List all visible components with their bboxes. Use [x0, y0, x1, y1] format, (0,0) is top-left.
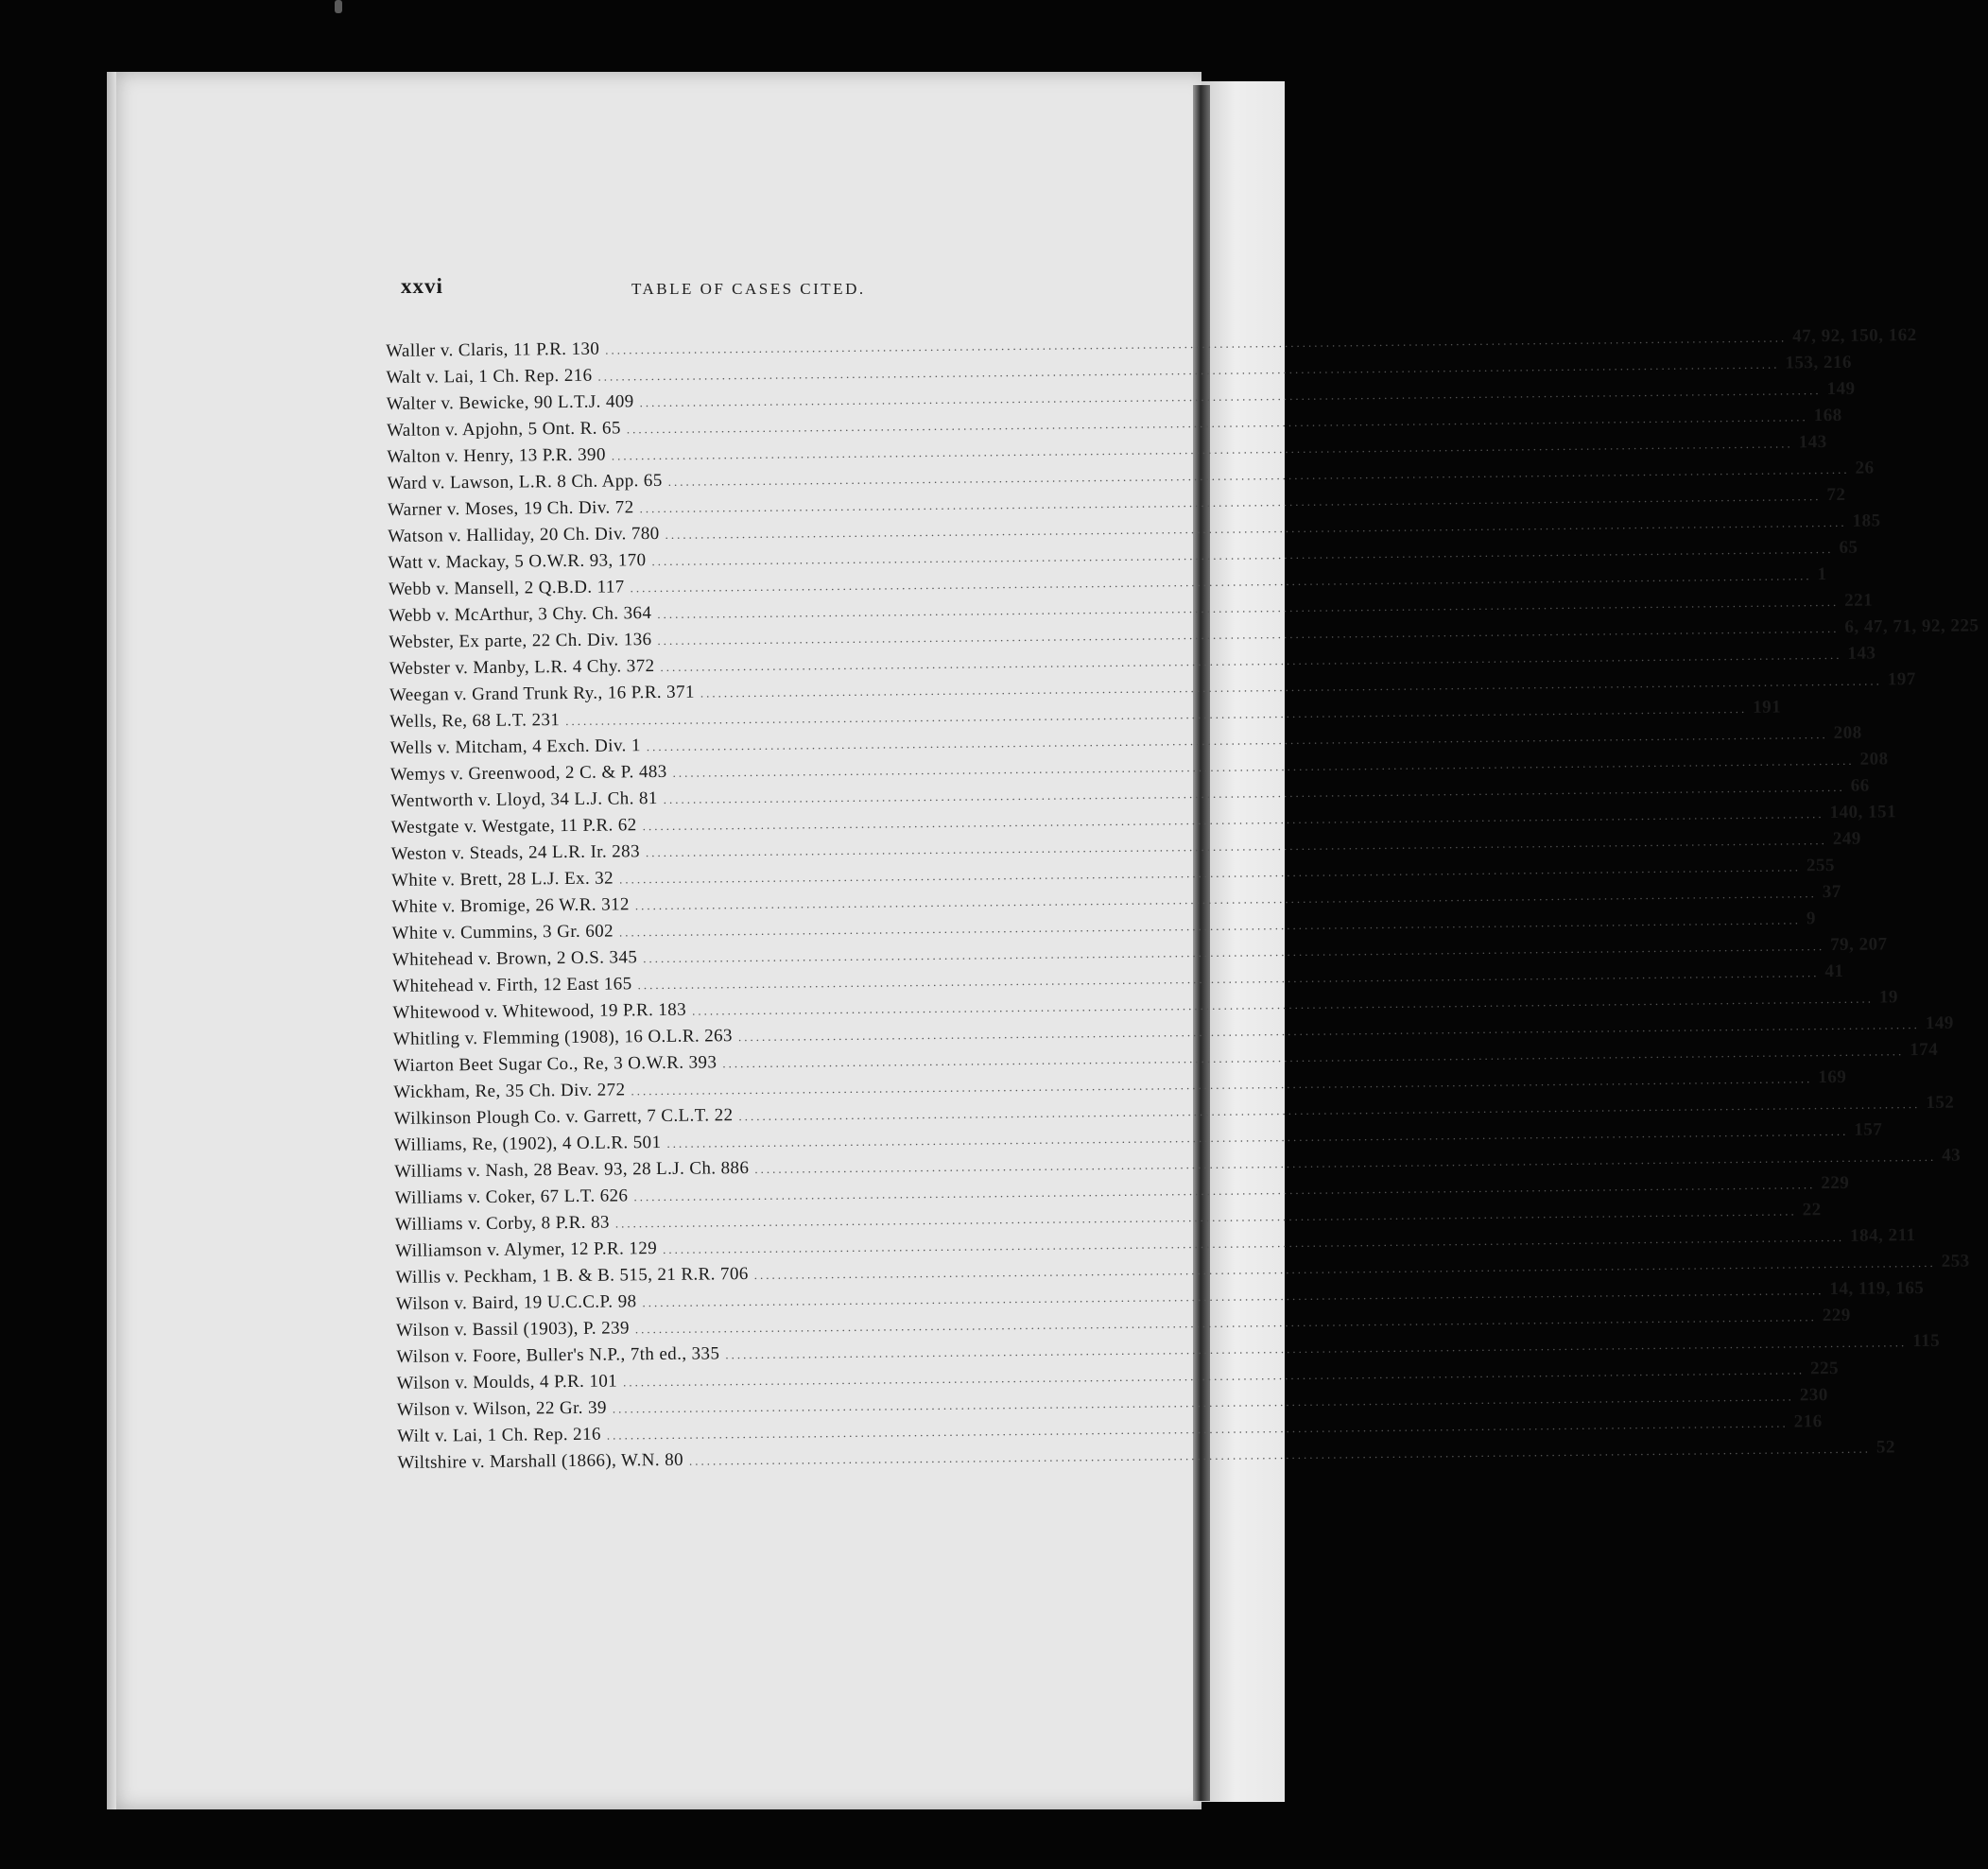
page-edge-shadow — [107, 72, 116, 1809]
page-references: 143 — [1798, 432, 1827, 453]
dot-leader: ........................................................................................................................................................................................................ — [646, 727, 1828, 754]
page-references: 253 — [1941, 1251, 1970, 1272]
page-references: 52 — [1876, 1437, 1896, 1458]
case-citation: Whitehead v. Firth, 12 East 165 — [392, 974, 632, 996]
case-citation: Watt v. Mackay, 5 O.W.R. 93, 170 — [388, 550, 647, 573]
page-references: 66 — [1850, 775, 1870, 796]
page-references: 249 — [1832, 828, 1861, 849]
page-references: 143 — [1847, 643, 1876, 664]
dot-leader: ........................................................................................................................................................................................................ — [634, 1309, 1817, 1337]
case-citation: Webster v. Manby, L.R. 4 Chy. 372 — [389, 656, 655, 679]
dot-leader: ........................................................................................................................................................................................................ — [637, 965, 1820, 993]
case-citation: Williams v. Coker, 67 L.T. 626 — [394, 1185, 629, 1208]
dot-leader: ........................................................................................................................................................................................................ — [565, 701, 1748, 729]
page-references: 26 — [1855, 458, 1875, 478]
page-references: 229 — [1822, 1305, 1851, 1326]
page-references: 9 — [1806, 909, 1817, 929]
page-references: 1 — [1817, 564, 1827, 585]
case-citation: Wilson v. Wilson, 22 Gr. 39 — [396, 1397, 607, 1420]
page-references: 255 — [1806, 855, 1836, 876]
page-references: 19 — [1878, 987, 1899, 1008]
dot-leader: ........................................................................................................................................................................................................ — [737, 1017, 1920, 1045]
dot-leader: ........................................................................................................................................................................................................ — [606, 1415, 1789, 1443]
case-citation: Westgate v. Westgate, 11 P.R. 62 — [390, 815, 637, 838]
case-citation: Wentworth v. Lloyd, 34 L.J. Ch. 81 — [390, 788, 658, 811]
page-references: 174 — [1910, 1039, 1939, 1061]
page-references: 47, 92, 150, 162 — [1792, 325, 1917, 347]
dot-leader: ........................................................................................................................................................................................................ — [663, 779, 1845, 806]
dot-leader: ........................................................................................................................................................................................................ — [665, 514, 1847, 542]
dot-leader: ........................................................................................................................................................................................................ — [597, 356, 1780, 384]
page-references: 208 — [1833, 722, 1862, 743]
dot-leader: ........................................................................................................................................................................................................ — [657, 620, 1840, 649]
page-references: 14, 119, 165 — [1829, 1278, 1925, 1300]
case-citation: Ward v. Lawson, L.R. 8 Ch. App. 65 — [387, 470, 663, 493]
dot-leader: ........................................................................................................................................................................................................ — [691, 991, 1875, 1018]
case-citation: Wilson v. Foore, Buller's N.P., 7th ed., 335 — [396, 1343, 720, 1367]
page-references: 140, 151 — [1829, 802, 1897, 823]
case-citation: Whitling v. Flemming (1908), 16 O.L.R. 263 — [392, 1026, 733, 1049]
page-references: 168 — [1813, 405, 1842, 426]
page-references: 221 — [1844, 590, 1874, 611]
case-citation: Wemys v. Greenwood, 2 C. & P. 483 — [389, 761, 667, 785]
case-citation: Wilson v. Bassil (1903), P. 239 — [395, 1318, 630, 1341]
dot-leader: ........................................................................................................................................................................................................ — [700, 673, 1882, 701]
dot-leader: ........................................................................................................................................................................................................ — [645, 833, 1827, 860]
dot-leader: ........................................................................................................................................................................................................ — [722, 1044, 1905, 1071]
case-citation: Wilt v. Lai, 1 Ch. Rep. 216 — [397, 1424, 601, 1446]
dot-leader: ........................................................................................................................................................................................................ — [633, 1177, 1816, 1204]
case-citation: Webb v. McArthur, 3 Chy. Ch. 364 — [388, 603, 652, 626]
dot-leader: ........................................................................................................................................................................................................ — [663, 1229, 1845, 1256]
page-references: 229 — [1821, 1172, 1850, 1194]
page-references: 153, 216 — [1785, 352, 1853, 373]
page-references: 37 — [1822, 881, 1841, 903]
page-references: 216 — [1793, 1411, 1823, 1432]
dot-leader: ........................................................................................................................................................................................................ — [672, 753, 1855, 780]
page-references: 197 — [1887, 669, 1916, 690]
dot-leader: ........................................................................................................................................................................................................ — [623, 1362, 1806, 1390]
page-references: 22 — [1802, 1200, 1822, 1220]
page-references: 43 — [1942, 1145, 1962, 1166]
case-citation: Wells, Re, 68 L.T. 231 — [389, 710, 561, 732]
dot-leader: ........................................................................................................................................................................................................ — [611, 436, 1793, 463]
dot-leader: ........................................................................................................................................................................................................ — [626, 409, 1808, 437]
case-citation: Wells v. Mitcham, 4 Exch. Div. 1 — [389, 735, 641, 758]
case-citation: Waller v. Claris, 11 P.R. 130 — [386, 338, 600, 361]
page-references: 191 — [1753, 697, 1782, 718]
page-references: 152 — [1926, 1092, 1955, 1113]
dot-leader: ........................................................................................................................................................................................................ — [634, 886, 1817, 913]
case-citation: White v. Brett, 28 L.J. Ex. 32 — [390, 868, 614, 891]
page-references: 184, 211 — [1849, 1225, 1916, 1246]
case-citation: Walton v. Apjohn, 5 Ont. R. 65 — [386, 418, 621, 441]
case-citation: Williams, Re, (1902), 4 O.L.R. 501 — [393, 1132, 662, 1155]
case-citation: Webb v. Mansell, 2 Q.B.D. 117 — [388, 577, 625, 599]
case-citation: Webster, Ex parte, 22 Ch. Div. 136 — [389, 630, 652, 652]
page-references: 149 — [1925, 1012, 1954, 1033]
case-citation: Walter v. Bewicke, 90 L.T.J. 409 — [386, 391, 634, 414]
dot-leader: ........................................................................................................................................................................................................ — [651, 541, 1834, 569]
case-citation: Whitehead v. Brown, 2 O.S. 345 — [391, 947, 638, 970]
dot-leader: ........................................................................................................................................................................................................ — [667, 461, 1850, 489]
page-references: 208 — [1859, 749, 1889, 770]
case-citation: Walton v. Henry, 13 P.R. 390 — [387, 444, 606, 467]
page-references: 6, 47, 71, 92, 225 — [1844, 615, 1979, 637]
dot-leader: ........................................................................................................................................................................................................ — [614, 1203, 1797, 1231]
dot-leader: ........................................................................................................................................................................................................ — [642, 1283, 1824, 1310]
dot-leader: ........................................................................................................................................................................................................ — [612, 1389, 1794, 1416]
case-citation: Willis v. Peckham, 1 B. & B. 515, 21 R.R. 706 — [395, 1264, 749, 1288]
case-citation: Wilkinson Plough Co. v. Garrett, 7 C.L.T. 22 — [393, 1105, 734, 1129]
case-citation: Williamson v. Alymer, 12 P.R. 129 — [395, 1238, 658, 1261]
dot-leader: ........................................................................................................................................................................................................ — [666, 1123, 1849, 1151]
case-citation: Weston v. Steads, 24 L.R. Ir. 283 — [390, 841, 641, 864]
case-citation: Wilson v. Baird, 19 U.C.C.P. 98 — [395, 1291, 637, 1314]
page-references: 115 — [1912, 1330, 1941, 1352]
dot-leader: ........................................................................................................................................................................................................ — [643, 939, 1825, 966]
dot-leader: ........................................................................................................................................................................................................ — [738, 1097, 1921, 1124]
dot-leader: ........................................................................................................................................................................................................ — [754, 1149, 1937, 1176]
case-citation: Walt v. Lai, 1 Ch. Rep. 216 — [386, 365, 593, 388]
case-citation: Williams v. Nash, 28 Beav. 93, 28 L.J. Ch. 886 — [394, 1158, 750, 1182]
dot-leader: ........................................................................................................................................................................................................ — [618, 859, 1802, 887]
dot-leader: ........................................................................................................................................................................................................ — [660, 647, 1842, 674]
case-citation: Wickham, Re, 35 Ch. Div. 272 — [393, 1080, 626, 1102]
case-citation: Weegan v. Grand Trunk Ry., 16 P.R. 371 — [389, 682, 695, 705]
dot-leader: ........................................................................................................................................................................................................ — [631, 1071, 1813, 1099]
page-references: 79, 207 — [1830, 934, 1888, 956]
scan-speck — [335, 0, 342, 13]
page-references: 185 — [1852, 511, 1881, 531]
dot-leader: ........................................................................................................................................................................................................ — [639, 383, 1822, 410]
dot-leader: ........................................................................................................................................................................................................ — [639, 489, 1822, 516]
dot-leader: ........................................................................................................................................................................................................ — [605, 330, 1788, 357]
case-citation: Warner v. Moses, 19 Ch. Div. 72 — [387, 497, 634, 520]
page-number: xxvi — [401, 274, 443, 298]
page-references: 72 — [1826, 484, 1846, 506]
case-citation: White v. Bromige, 26 W.R. 312 — [391, 894, 630, 917]
page-references: 149 — [1826, 378, 1856, 400]
page-references: 41 — [1824, 960, 1844, 982]
case-citation: Wiarton Beet Sugar Co., Re, 3 O.W.R. 393 — [392, 1052, 717, 1076]
cases-list — [386, 325, 1979, 1477]
case-citation: Whitewood v. Whitewood, 19 P.R. 183 — [392, 999, 687, 1023]
page-references: 169 — [1818, 1066, 1847, 1088]
case-citation: Watson v. Halliday, 20 Ch. Div. 780 — [388, 523, 660, 546]
page-references: 65 — [1839, 537, 1858, 558]
case-citation: Wiltshire v. Marshall (1866), W.N. 80 — [397, 1449, 684, 1473]
page-references: 230 — [1799, 1385, 1828, 1406]
dot-leader: ........................................................................................................................................................................................................ — [688, 1441, 1871, 1468]
dot-leader: ........................................................................................................................................................................................................ — [618, 912, 1802, 940]
case-citation: Williams v. Corby, 8 P.R. 83 — [394, 1212, 610, 1235]
page-references: 225 — [1809, 1358, 1840, 1379]
dot-leader: ........................................................................................................................................................................................................ — [657, 594, 1840, 622]
page-title: TABLE OF CASES CITED. — [631, 280, 866, 298]
page-references: 157 — [1854, 1119, 1883, 1140]
case-citation: White v. Cummins, 3 Gr. 602 — [391, 921, 614, 943]
dot-leader: ........................................................................................................................................................................................................ — [725, 1335, 1908, 1362]
dot-leader: ........................................................................................................................................................................................................ — [753, 1255, 1936, 1282]
case-citation: Wilson v. Moulds, 4 P.R. 101 — [396, 1371, 618, 1393]
dot-leader: ........................................................................................................................................................................................................ — [630, 568, 1812, 596]
dot-leader: ........................................................................................................................................................................................................ — [642, 806, 1824, 834]
